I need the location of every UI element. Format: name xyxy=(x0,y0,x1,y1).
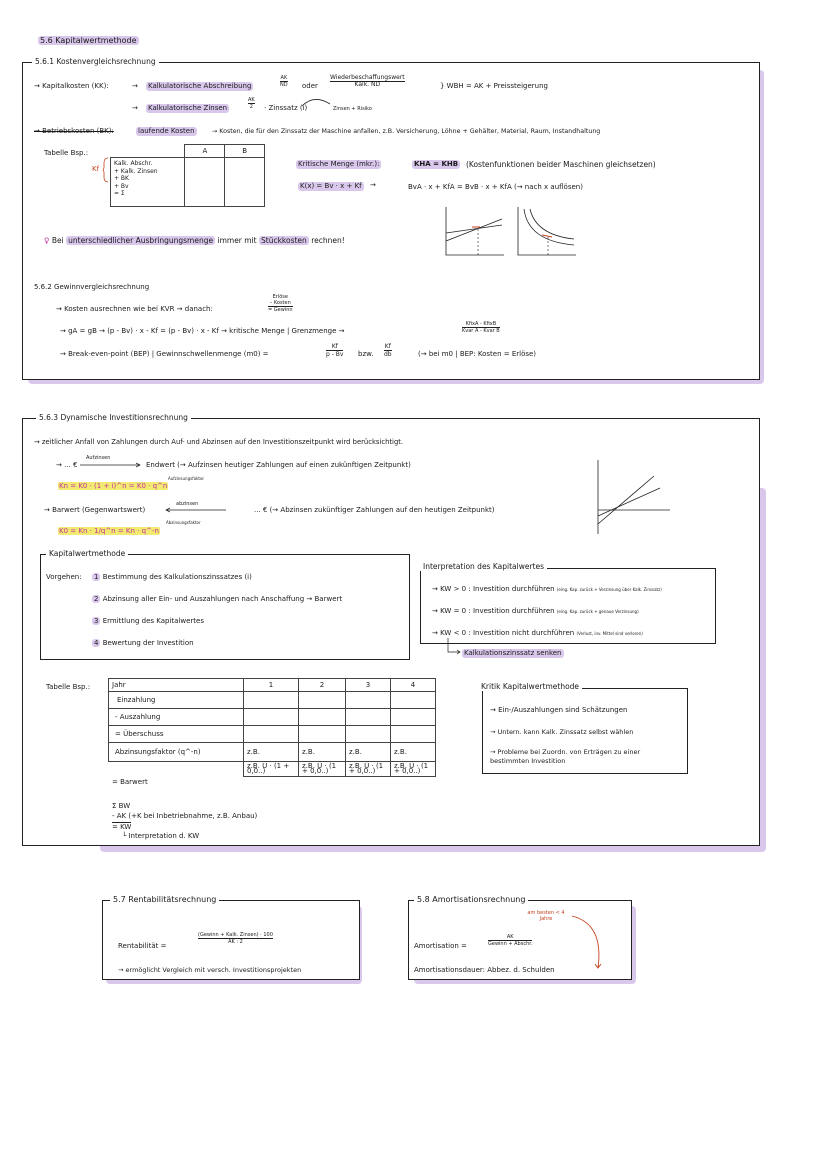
subtitle-kvr: 5.6.1 Kostenvergleichsrechnung xyxy=(32,57,159,66)
frac-wbw xyxy=(330,75,405,88)
kw-tabelle-label: Tabelle Bsp.: xyxy=(46,683,91,691)
zb-cell: z.B. xyxy=(299,743,346,762)
endwert-pre: → ... € xyxy=(56,461,78,469)
sum-bw: Σ BW xyxy=(112,802,131,810)
step-num: 1 xyxy=(94,573,99,581)
kosten: – Kosten xyxy=(269,300,291,306)
h-2: 2 xyxy=(299,679,346,692)
interp-row-3 xyxy=(432,629,643,638)
wbw: Wiederbeschaffungswert xyxy=(330,74,405,81)
vorgehen: Vorgehen: xyxy=(46,573,82,581)
bulb-icon: ♀ xyxy=(44,236,50,245)
frac-amort xyxy=(488,934,532,947)
text: Investition durchführen xyxy=(472,585,555,593)
sum-ak: - AK (+K bei Inbetriebnahme, z.B. Anbau) xyxy=(112,812,258,820)
frac-ak-2 xyxy=(248,97,255,110)
formula-cell: z.B. Ü · (1 + 0,0..) xyxy=(299,762,346,777)
row: = Σ xyxy=(114,190,125,197)
kn-formula-text: Kn = K0 · (1 + i)^n = K0 · q^n xyxy=(59,482,168,490)
brace xyxy=(103,157,109,183)
krit-num: KfixA - KfixB xyxy=(462,321,500,328)
arrow: → xyxy=(370,181,376,189)
kvr-rows xyxy=(111,158,185,207)
tabelle-label: Tabelle Bsp.: xyxy=(44,149,89,157)
text: Investition durchführen xyxy=(472,607,555,615)
arrow: → xyxy=(132,104,138,112)
frac-bep2 xyxy=(384,343,392,358)
hinweis-mid: immer mit xyxy=(217,236,257,245)
zinsen-risiko: Zinsen + Risiko xyxy=(333,106,372,112)
kalk-nd: Kalk. ND xyxy=(354,81,381,88)
title-5-6-3: 5.6.3 Dynamische Investitionsrechnung xyxy=(36,413,191,422)
step-text: Bestimmung des Kalkulationszinssatzes (i) xyxy=(102,573,252,581)
interp-row-2 xyxy=(432,607,639,616)
cond: → KW = 0 : xyxy=(432,607,471,615)
gvr-line2: → gA = gB → (p - Bv) · x - Kf = (p - Bv) · x - Kf → kritische Menge | Grenzmenge → xyxy=(60,327,345,335)
step-1 xyxy=(92,573,252,582)
hinweis-hl2: Stückkosten xyxy=(261,236,307,245)
oder: oder xyxy=(302,82,318,90)
nd: ND xyxy=(280,82,288,88)
rent-den: AK : 2 xyxy=(228,939,243,945)
amort-den: Gewinn + Abschr. xyxy=(488,941,533,947)
formula-cell: z.B. Ü · (1 + 0,0..) xyxy=(244,762,299,777)
am-besten: am besten < 4 Jahre xyxy=(527,910,565,922)
step-text: Abzinsung aller Ein- und Auszahlungen nach Anschaffung → Barwert xyxy=(102,595,343,603)
zinssatz-senken: Kalkulationszinssatz senken xyxy=(464,649,562,657)
note: (eing. Kap. zurück + genaue Verzinsung) xyxy=(556,609,639,614)
gvr-line3: → Break-even-point (BEP) | Gewinnschwellenmenge (m0) = xyxy=(60,350,269,358)
amort-num: AK xyxy=(488,934,532,941)
hinweis-pre: Bei xyxy=(51,236,64,245)
kritik-1: → Ein-/Auszahlungen sind Schätzungen xyxy=(490,706,628,714)
sum-kw: = KW xyxy=(112,823,132,831)
best-arrow xyxy=(570,914,610,970)
kritik-2: → Untern. kann Kalk. Zinssatz selbst wählen xyxy=(490,728,634,736)
zb-cell: z.B. xyxy=(391,743,436,762)
two: 2 xyxy=(249,104,253,110)
rent-num: (Gewinn + Kalk. Zinsen) · 100 xyxy=(198,932,273,938)
rentabilitaet-label: Rentabilität = xyxy=(118,942,167,950)
r-ueberschuss: = Überschuss xyxy=(109,726,244,743)
kritik-3: → Probleme bei Zuordn. von Erträgen zu einer bestimmten Investition xyxy=(490,748,641,765)
kalk-zinsen: Kalkulatorische Zinsen xyxy=(148,104,228,112)
step-num: 4 xyxy=(94,639,99,647)
step-num: 2 xyxy=(94,595,99,603)
col-b: B xyxy=(225,145,265,158)
formula-cell: z.B. Ü · (1 + 0,0..) xyxy=(346,762,391,777)
hinweis xyxy=(44,236,345,245)
h-4: 4 xyxy=(391,679,436,692)
amort-dauer: Amortisationsdauer: Abbez. d. Schulden xyxy=(414,966,555,974)
bep2-den: db xyxy=(384,351,392,358)
row: + Kalk. Zinsen xyxy=(114,167,158,175)
hinweis-hl: unterschiedlicher Ausbringungsmenge xyxy=(68,236,214,245)
arrow: → xyxy=(132,82,138,90)
frac-ak-nd xyxy=(280,75,288,88)
h-1: 1 xyxy=(244,679,299,692)
interp-title: Interpretation des Kapitalwertes xyxy=(420,562,547,571)
section-title-5-6: 5.6 Kapitalwertmethode xyxy=(40,36,137,45)
frac-krit xyxy=(462,321,500,334)
r-einzahlung: Einzahlung xyxy=(109,692,244,709)
row: + BK xyxy=(114,175,129,182)
aufzinsen: Aufzinsen xyxy=(86,455,111,461)
note: (eing. Kap. zurück + Verzinsung über Kalk. Zinssatz) xyxy=(556,587,662,592)
step-text: Bewertung der Investition xyxy=(102,639,194,647)
step-4 xyxy=(92,639,194,648)
kn-formula xyxy=(58,482,168,491)
curve-arrow xyxy=(300,96,340,110)
kostenfunktionen: (Kostenfunktionen beider Maschinen gleichsetzen) xyxy=(466,160,656,169)
barwert-row: = Barwert xyxy=(112,778,148,786)
aufzinsungsfaktor: Aufzinsungsfaktor xyxy=(168,476,205,481)
cond: → KW > 0 : xyxy=(432,585,471,593)
ak2: AK xyxy=(248,97,255,103)
col-a: A xyxy=(185,145,225,158)
bep2-num: Kf xyxy=(384,343,391,350)
barwert-label: → Barwert (Gegenwartswert) xyxy=(44,506,146,514)
text: Investition nicht durchführen xyxy=(472,629,575,637)
kritik-title: Kritik Kapitalwertmethode xyxy=(478,682,582,691)
cost-graph-1 xyxy=(442,205,506,257)
subtitle-gvr: 5.6.2 Gewinnvergleichsrechnung xyxy=(34,283,150,291)
formula-cell: z.B. Ü · (1 + 0,0..) xyxy=(391,762,436,777)
rent-note: → ermöglicht Vergleich mit versch. Investitionsprojekten xyxy=(118,966,302,974)
k0-formula xyxy=(58,527,160,536)
kw-table xyxy=(108,678,436,777)
frac-rent xyxy=(198,932,273,945)
kx-formula: K(x) = Bv · x + Kf xyxy=(300,182,362,190)
zinssatz: · Zinssatz (i) xyxy=(264,104,308,112)
endwert: Endwert (→ Aufzinsen heutiger Zahlungen auf einen zukünftigen Zeitpunkt) xyxy=(146,461,411,469)
kha-khb: KHA = KHB xyxy=(414,160,459,168)
step-text: Ermittlung des Kapitalwertes xyxy=(102,617,204,625)
note: (Verlust, inv. Mittel sind verloren) xyxy=(576,631,643,636)
erloese: Erlöse xyxy=(272,294,288,300)
frac-bep xyxy=(326,343,343,358)
h-3: 3 xyxy=(346,679,391,692)
bk-label: → Betriebskosten (BK): xyxy=(34,127,114,135)
gewinn-stack xyxy=(268,294,293,313)
step-2 xyxy=(92,595,342,604)
interp-row-1 xyxy=(432,585,662,594)
step-num: 3 xyxy=(94,617,99,625)
hinweis-post: rechnen! xyxy=(311,236,345,245)
kw-title: Kapitalwertmethode xyxy=(46,549,128,558)
zb-cell: z.B. xyxy=(244,743,299,762)
kvr-table xyxy=(110,144,265,207)
senken-arrow xyxy=(446,638,462,656)
kalk-abschreibung: Kalkulatorische Abschreibung xyxy=(148,82,252,90)
kritische-menge: Kritische Menge (mkr.): xyxy=(298,160,380,168)
row: + Bv xyxy=(114,182,129,190)
laufende-kosten: laufende Kosten xyxy=(138,127,195,135)
gvr-line1: → Kosten ausrechnen wie bei KVR → danach: xyxy=(56,305,213,313)
h-jahr: Jahr xyxy=(109,679,244,692)
gleichsetzen: BvA · x + KfA = BvB · x + KfA (→ nach x auflösen) xyxy=(408,183,583,191)
zb-cell: z.B. xyxy=(346,743,391,762)
r-auszahlung: - Auszahlung xyxy=(109,709,244,726)
amort-label: Amortisation = xyxy=(414,942,467,950)
intro: → zeitlicher Anfall von Zahlungen durch Auf- und Abzinsen auf den Investitionszeitpunkt wird berücksichtigt. xyxy=(34,438,404,446)
kw-graph xyxy=(594,458,674,538)
title-5-7: 5.7 Rentabilitätsrechnung xyxy=(110,895,219,904)
kf-brace: Kf xyxy=(92,165,100,173)
r-abzinsungsfaktor: Abzinsungsfaktor (q^-n) xyxy=(109,743,244,762)
arrow-abzinsen xyxy=(164,508,226,512)
bep-den: p - Bv xyxy=(326,351,344,358)
bep-note: (→ bei m0 | BEP: Kosten = Erlöse) xyxy=(418,350,537,358)
sum-interp: └ Interpretation d. KW xyxy=(122,832,200,840)
ak: AK xyxy=(280,75,288,81)
wbh: } WBH = AK + Preissteigerung xyxy=(440,82,548,90)
step-3 xyxy=(92,617,204,626)
cost-graph-2 xyxy=(514,205,578,257)
barwert-rest: ... € (→ Abzinsen zukünftiger Zahlungen auf den heutigen Zeitpunkt) xyxy=(254,506,495,514)
cond: → KW < 0 : xyxy=(432,629,471,637)
arrow-aufzinsen xyxy=(80,463,142,467)
gewinn: = Gewinn xyxy=(268,307,293,313)
bk-text: → Kosten, die für den Zinssatz der Maschine anfallen, z.B. Versicherung, Löhne + Gehälter, Material, Raum, Instandhaltung xyxy=(212,128,601,135)
krit-den: Kvar A - Kvar B xyxy=(462,328,500,334)
row: Kalk. Abschr. xyxy=(114,160,153,167)
abzinsungsfaktor: Abzinsungsfaktor xyxy=(166,520,201,525)
title-5-8: 5.8 Amortisationsrechnung xyxy=(414,895,528,904)
bep-num: Kf xyxy=(326,343,343,351)
abzinsen: abzinsen xyxy=(176,501,199,507)
bzw: bzw. xyxy=(358,350,374,358)
kk-label: → Kapitalkosten (KK): xyxy=(34,82,109,90)
k0-formula-text: K0 = Kn · 1/q^n = Kn · q^-n xyxy=(59,527,159,535)
